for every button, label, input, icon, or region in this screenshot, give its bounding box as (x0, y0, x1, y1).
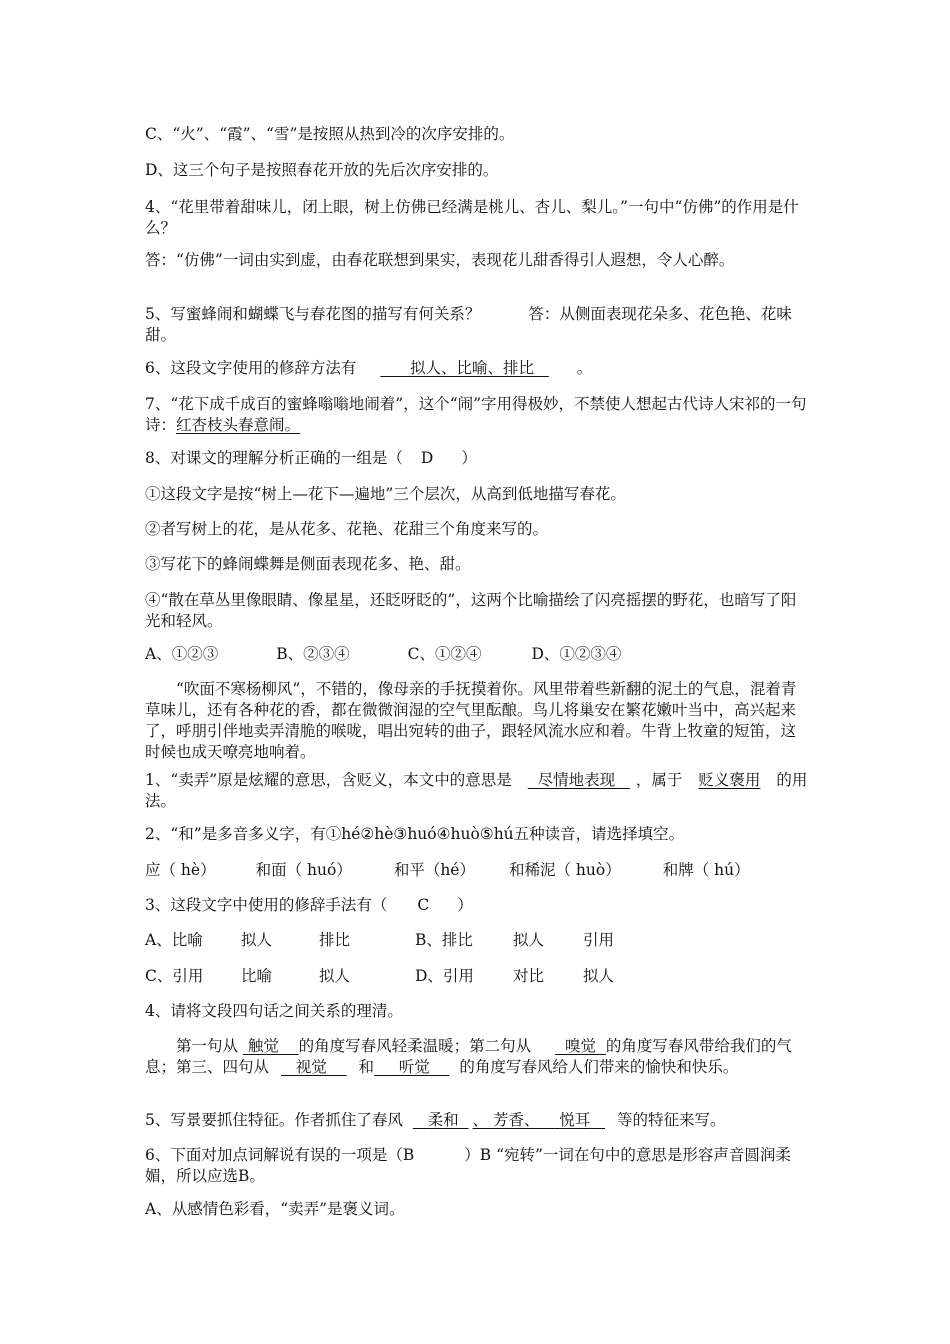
p2-question-5-text: 5、写景要抓住特征。作者抓住了春风 (145, 1111, 403, 1129)
p2-question-4: 4、请将文段四句话之间关系的理清。 (145, 1002, 403, 1020)
choice-a: A、①②③ (145, 645, 219, 663)
p2-question-1-end: 的用法。 (145, 771, 808, 810)
rhetoric-c-2: 比喻 (241, 967, 273, 985)
p2-answer-4-a1: 触觉 (247, 1037, 279, 1055)
p2-answer-4-t2: 的角度写春风轻柔温暖；第二句从 (298, 1037, 532, 1055)
p2-question-3 (145, 895, 810, 916)
p2-question-5 (145, 1110, 810, 1131)
p2-answer-4-t5: 的角度写春风给人们带来的愉快和快乐。 (459, 1058, 739, 1076)
question-8-text: 8、对课文的理解分析正确的一组是（ (145, 449, 403, 467)
question-4: 4、“花里带着甜味儿，闭上眼，树上仿佛已经满是桃儿、杏儿、梨儿。”一句中“仿佛”的作用是什么？ (145, 198, 799, 237)
answer-5: 答：从侧面表现花朵多、花色艳、花味甜。 (145, 305, 792, 344)
p2-answer-4 (145, 1036, 810, 1078)
p2-answer-4-a4: 听觉 (398, 1058, 430, 1076)
rhetoric-b-1: B、排比 (415, 931, 473, 949)
rhetoric-c-1: C、引用 (145, 967, 204, 985)
p2-answer-1a (528, 771, 630, 789)
rhetoric-row-1 (145, 930, 810, 951)
p2-answer-3: C (417, 896, 430, 914)
question-6 (145, 358, 810, 379)
choice-row (145, 644, 810, 665)
statement-3: ③写花下的蜂闹蝶舞是侧面表现花多、艳、甜。 (145, 555, 471, 573)
p2-question-2: 2、“和”是多音多义字，有①hé②hè③huó④huò⑤hú五种读音，请选择填空。 (145, 825, 685, 843)
p2-question-6-text: 6、下面对加点词解说有误的一项是（B (145, 1146, 415, 1164)
p2-answer-4-a3: 视觉 (295, 1058, 327, 1076)
answer-7: 红杏枝头春意闹。 (176, 416, 301, 434)
statement-1: ①这段文字是按“树上—花下—遍地”三个层次，从高到低地描写春花。 (145, 485, 626, 503)
statement-2: ②者写树上的花，是从花多、花艳、花甜三个角度来写的。 (145, 520, 549, 538)
choice-b: B、②③④ (276, 645, 350, 663)
p2-answer-4-a2: 嗅觉 (565, 1037, 597, 1055)
question-8-end: ） (461, 449, 477, 467)
p2-answer-5b-text: 芳香、 (492, 1111, 540, 1129)
rhetoric-d-2: 对比 (513, 967, 545, 985)
rhetoric-b-3: 引用 (583, 931, 615, 949)
question-7-text: 7、“花下成千成百的蜜蜂嗡嗡地闹着”，这个“闹”字用得极妙，不禁使人想起古代诗人宋祁的一句诗： (145, 395, 807, 434)
rhetoric-a-2: 拟人 (241, 931, 273, 949)
rhetoric-c-3: 拟人 (319, 967, 351, 985)
rhetoric-d-3: 拟人 (583, 967, 615, 985)
p2-answer-5c (554, 1111, 605, 1129)
pron-item-2: 和面（ huó） (255, 861, 352, 879)
p2-answer-5-sep: 、 (472, 1111, 489, 1129)
choice-c: C、①②④ (407, 645, 482, 663)
pron-item-1: 应（ hè） (145, 861, 216, 879)
p2-question-6-explain: ）B “宛转”一词在句中的意思是形容声音圆润柔媚，所以应选B。 (145, 1146, 791, 1185)
pron-item-4: 和稀泥（ huò） (508, 861, 621, 879)
p2-answer-4-t3: 的角度写春风带给我们的气息；第三、四句从 (145, 1037, 792, 1076)
option-d-line: D、这三个句子是按照春花开放的先后次序安排的。 (145, 161, 499, 179)
choice-d: D、①②③④ (531, 645, 622, 663)
p2-question-6 (145, 1145, 810, 1187)
answer-6: 拟人、比喻、排比 (409, 359, 534, 377)
rhetoric-a-3: 排比 (319, 931, 351, 949)
p2-question-6-option-a: A、从感情色彩看，“卖弄”是褒义词。 (145, 1200, 405, 1218)
pronunciation-row (145, 860, 810, 881)
p2-answer-1b: 贬义褒用 (698, 771, 761, 789)
p2-answer-5b (488, 1111, 554, 1129)
pron-item-3: 和平（hé） (393, 861, 475, 879)
p2-question-1-text: 1、“卖弄”原是炫耀的意思，含贬义，本文中的意思是 (145, 771, 512, 789)
p2-answer-4-t4: 和 (358, 1058, 375, 1076)
question-6-text: 6、这段文字使用的修辞方法有 (145, 359, 357, 377)
p2-answer-1a-text: 尽情地表现 (537, 771, 616, 789)
rhetoric-d-1: D、引用 (415, 967, 474, 985)
answer-6-blank (380, 359, 548, 377)
p2-question-5-end: 等的特征来写。 (617, 1111, 726, 1129)
rhetoric-b-2: 拟人 (513, 931, 545, 949)
question-7 (145, 394, 810, 436)
p2-answer-5c-text: 悦耳 (559, 1111, 591, 1129)
p2-answer-4-blank-4 (374, 1058, 449, 1076)
p2-question-3-end: ） (457, 896, 473, 914)
answer-8: D (420, 449, 434, 467)
p2-answer-5a (413, 1111, 469, 1129)
question-6-end: 。 (576, 359, 593, 377)
answer-4: 答：“仿佛”一词由实到虚，由春花联想到果实，表现花儿甜香得引人遐想，令人心醉。 (145, 251, 735, 269)
p2-answer-5a-text: 柔和 (427, 1111, 459, 1129)
question-5 (145, 304, 810, 346)
p2-answer-4-blank-2 (555, 1037, 606, 1055)
p2-answer-4-blank-3 (281, 1058, 347, 1076)
question-8 (145, 448, 810, 469)
rhetoric-a-1: A、比喻 (145, 931, 203, 949)
p2-question-3-text: 3、这段文字中使用的修辞手法有（ (145, 896, 388, 914)
p2-question-1-mid: ，属于 (635, 771, 683, 789)
p2-answer-4-t1: 第一句从 (176, 1037, 239, 1055)
option-c-line: C、“火”、“霞”、“雪”是按照从热到冷的次序安排的。 (145, 125, 515, 143)
p2-answer-4-blank-1 (243, 1037, 299, 1055)
question-5-text: 5、写蜜蜂闹和蝴蝶飞与春花图的描写有何关系？ (145, 305, 481, 323)
pron-item-5: 和牌（ hú） (662, 861, 750, 879)
rhetoric-row-2 (145, 966, 810, 987)
p2-question-1 (145, 770, 810, 812)
passage-paragraph: “吹面不寒杨柳风”，不错的，像母亲的手抚摸着你。风里带着些新翻的泥土的气息，混着青草味儿，还有各种花的香，都在微微润湿的空气里酝酿。鸟儿将巢安在繁花嫩叶当中，高兴起来了，呼朋引伴地卖弄清脆的喉咙，唱出宛转的曲子，跟轻风流水应和着。牛背上牧童的短笛，这时候也成天嘹亮地响着。 (145, 680, 797, 761)
statement-4: ④“散在草丛里像眼睛、像星星，还眨呀眨的”，这两个比喻描绘了闪亮摇摆的野花，也暗写了阳光和轻风。 (145, 591, 797, 630)
